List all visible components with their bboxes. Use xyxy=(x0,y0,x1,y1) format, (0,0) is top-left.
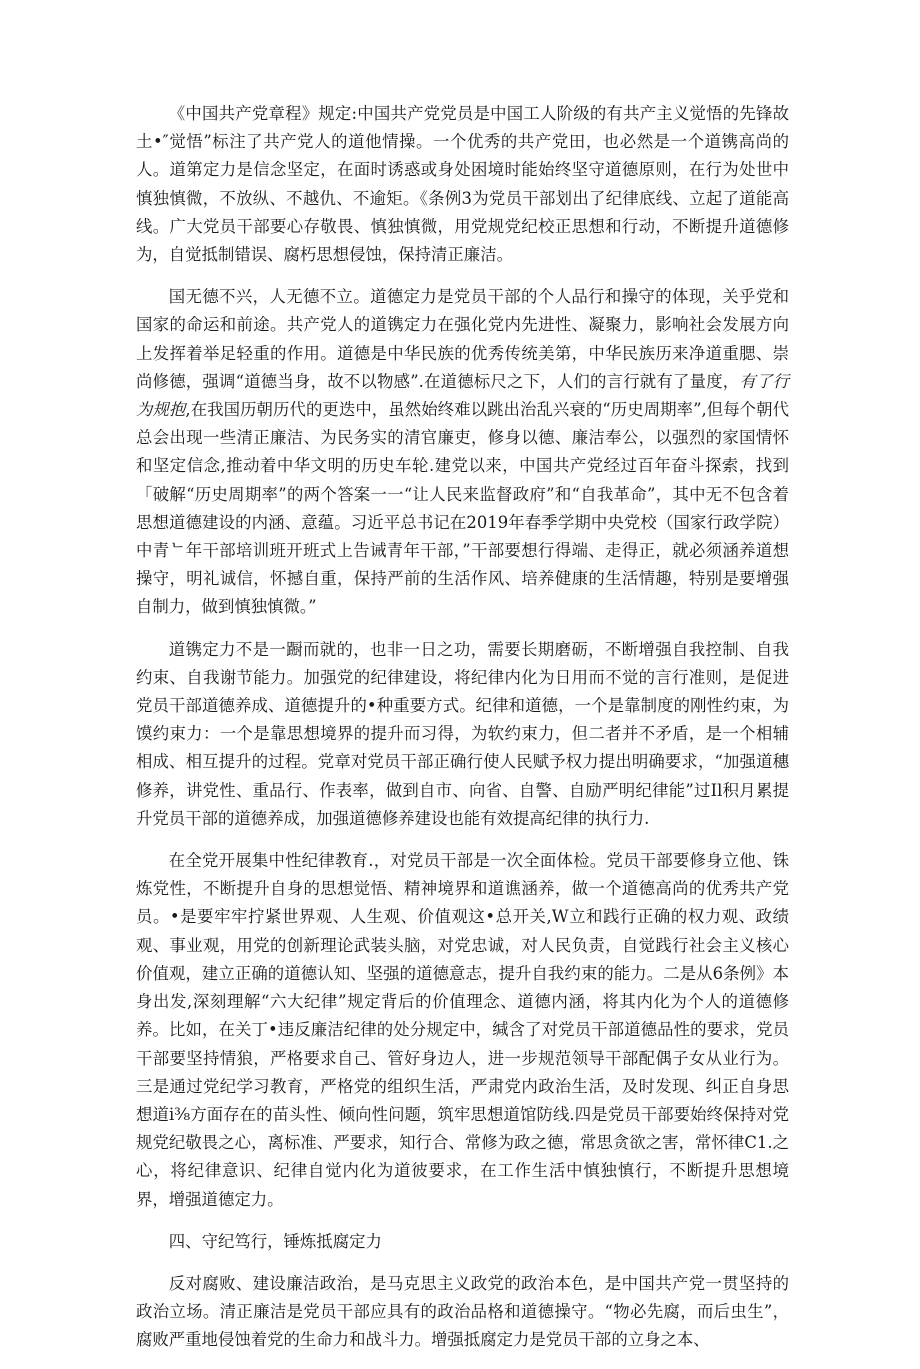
section-heading: 四、守纪笃行，锤炼抵腐定力 xyxy=(168,1231,382,1251)
paragraph-text: 在全党开展集中性纪律教育.，对党员干部是一次全面体检。党员干部要修身立他、铢炼党性，不断提升自身的思想觉悟、精神境界和道谯涵养，做一个道德高尚的优秀共产党员。•是要牢牢拧紧世界观、人生观、价值观这•总开关,W立和践行正确的权力观、政绩观、事业观，用党的创新理论武装头脑，对党忠诚，对人民负责，自觉践行社会主义核心价值观，建立正确的道德认知、坚强的道德意志，提升自我约束的能力。二是从6条例》本身出发,深刻理解“六大纪律”规定背后的价值理念、道德内涵，将其内化为个人的道德修养。比如，在关丁•违反廉洁纪律的处分规定中，缄含了对党员干部道德品性的要求，党员干部要坚持情狼，严格要求自己、管好身边人，进一步规范领导干部配偶子女从业行为。三是通过党纪学习教育，严格党的组织生活，严肃党内政治生活，及时发现、纠正自身思想道i⅜方面存在的苗头性、倾向性问题，筑牢思想道馆防线.四是党员干部要始终保持对党规党纪敬畏之心，离标准、严要求，知行合、常修为政之德，常思贪欲之害，常怀律C1.之心，将纪律意识、纪律自觉内化为道彼要求，在工作生活中慎独慎行，不断提升思想境界，增强道德定力。 xyxy=(136,851,789,1209)
paragraph-anti-corruption: 反对腐败、建设廉洁政治，是马克思主义政党的政治本色，是中国共产党一贯坚持的政治立场。清正廉洁是党员干部应具有的政治品格和道德操守。“物必先腐，而后虫生”，腐败严重地侵蚀着党的生命力和战斗力。增强抵腐定力是党员干部的立身之本、 xyxy=(136,1273,789,1350)
paragraph-text: 道镌定力不是一蹰而就的，也非一日之功，需要长期磨砺，不断增强自我控制、自我约束、自我谢节能力。加强党的纪律建设，将纪律内化为日用而不觉的言行准则，是促进党员干部道德养成、道德提升的•种重要方式。纪律和道德，一个是靠制度的刚性约束，为馍约束力：一个是靠思想境界的提升而习得，为软约束力，但二者并不矛盾，是一个相辅相成、相互提升的过程。党章对党员干部正确行使人民赋予权力提出明确要求，“加强道穗修养，讲党性、重品行、作表率，做到自市、向省、自警、自励严明纪律能”过Il积月累提升党员干部的道德养成，加强道德修养建设也能有效提高纪律的执行力. xyxy=(136,639,789,828)
italic-phrase: 有了行为规抱 xyxy=(136,371,789,420)
paragraph-text: 《中国共产党章程》规定:中国共产党党员是中国工人阶级的有共产主义觉悟的先锋故土•″觉悟”标注了共产党人的道他情操。一个优秀的共产党田，也必然是一个道镌高尚的人。道第定力是信念坚定，在面时诱惑或身处困境时能始终坚守道德原则，在行为处世中慎独慎微，不放纵、不越仇、不逾矩。《条例3为党员干部划出了纪律底线、立起了道能高线。广大党员干部要心存敬畏、慎独慎微，用党规党纪校正思想和行动，不断提升道德修为，自觉抵制错误、腐朽思想侵蚀，保持清正廉洁。 xyxy=(136,104,789,265)
paragraph-text: ,在我国历朝历代的更迭中，虽然始终难以跳出治乱兴衰的“历史周期率”,但每个朝代总会出现一些清正廉洁、为民务实的清官廉吏，修身以德、廉洁奉公，以强烈的家国情怀和坚定信念,推动着中华文明的历史车轮.建党以来，中国共产党经过百年奋斗探索，找到「破解“历史周期率”的两个答案一一“让人民来监督政府”和“自我革命”，其中无不包含着思想道德建设的内涵、意蕴。习近平总书记在2019年春季学期中央党校（国家行政学院）中青ᄂ年干部培训班开班式上告诫青年干部，”干部要想行得端、走得正，就必须涵养道想操守，明礼诚信，怀撼自重，保持严前的生活作风、培养健康的生活情趣，特别是要增强自制力，做到慎独慎微。” xyxy=(136,400,790,617)
paragraph-text: 国无德不兴，人无德不立。道德定力是党员干部的个人品行和操守的体现，关乎党和国家的命运和前途。共产党人的道镌定力在强化党内先进性、凝聚力，影响社会发展方向上发挥着举足轻重的作用。道德是中华民族的优秀传统美第，中华民族历来净道重腮、崇尚修德，强调“道德当身，故不以物感”.在道德标尺之下，人们的言行就有了量度， xyxy=(136,287,789,391)
paragraph-morality-nation xyxy=(136,283,789,621)
paragraph-moral-discipline xyxy=(136,636,789,833)
paragraph-party-constitution xyxy=(136,100,789,269)
paragraph-discipline-education xyxy=(136,847,789,1214)
document-page xyxy=(136,100,789,1369)
